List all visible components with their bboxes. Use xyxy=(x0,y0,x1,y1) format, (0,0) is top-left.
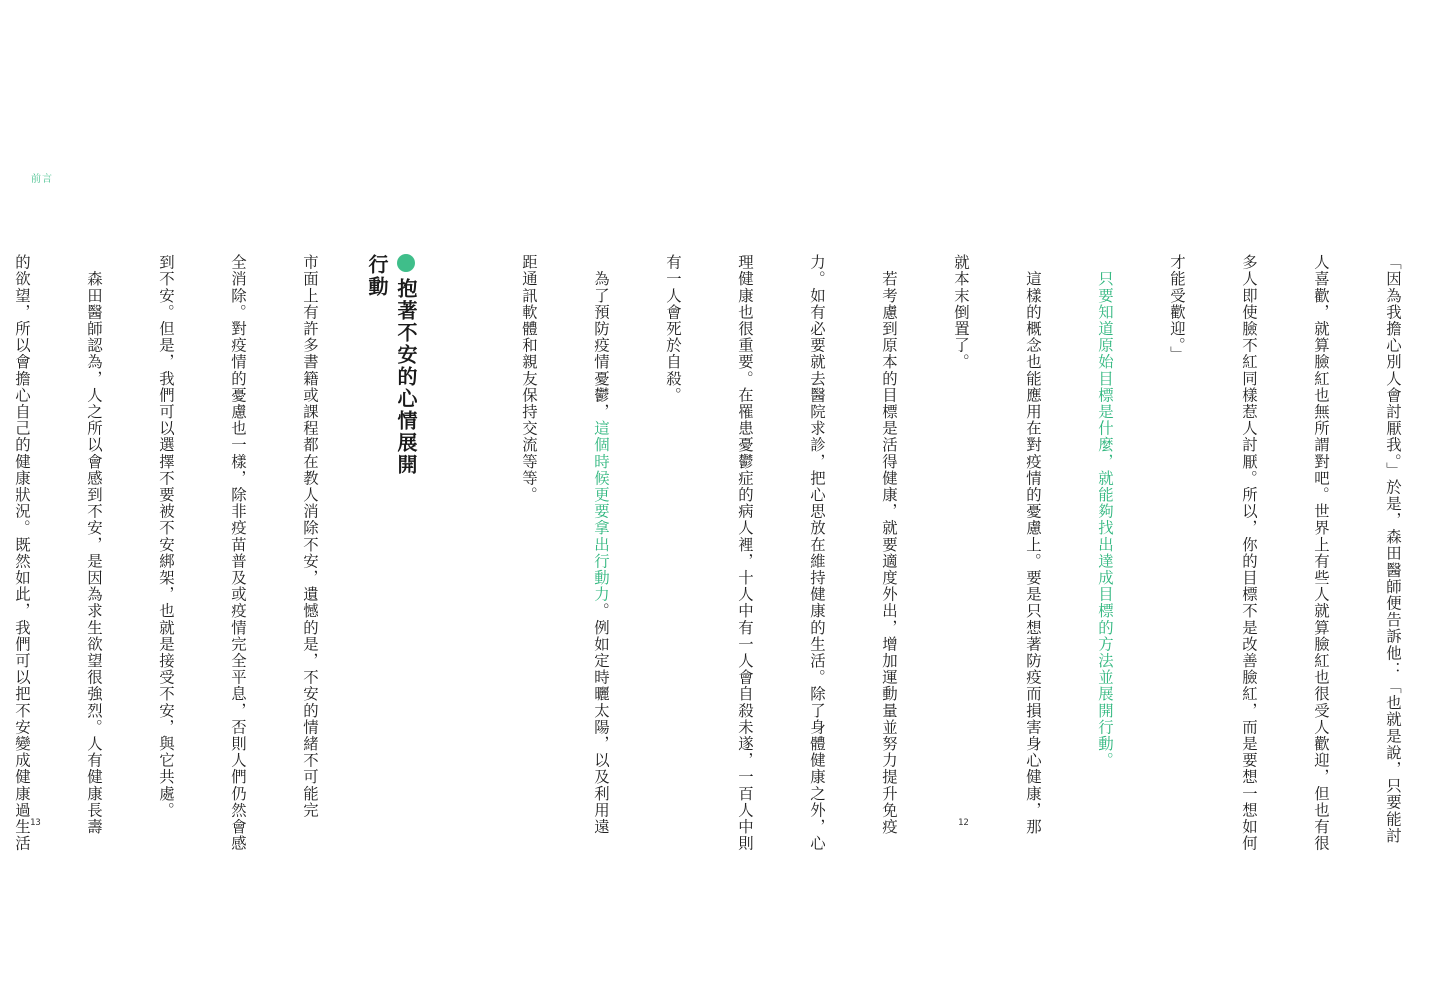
bullet-dot-icon xyxy=(397,254,415,272)
line-start: 為了預防疫情憂鬱， xyxy=(592,254,610,420)
paragraph-line: 的欲望，所以會擔心自己的健康狀況。既然如此，我們可以把不安變成健康過生活 xyxy=(13,254,31,852)
paragraph-line: 力。如有必要就去醫院求診，把心思放在維持健康的生活。除了身體健康之外，心 xyxy=(808,254,826,852)
right-page xyxy=(500,0,1402,1000)
section-label: 前言 xyxy=(31,174,53,185)
paragraph-line: 多人即使臉不紅同樣惹人討厭。所以，你的目標不是改善臉紅，而是要想一想如何 xyxy=(1240,254,1258,852)
line-end: 。例如定時曬太陽，以及利用遠 xyxy=(592,602,610,836)
paragraph-line: 才能受歡迎。」 xyxy=(1168,254,1186,363)
paragraph-line: 森田醫師認為，人之所以會感到不安，是因為求生欲望很強烈。人有健康長壽 xyxy=(85,254,103,835)
left-page xyxy=(0,0,500,1000)
heading-text: 抱著不安的心情展開行動 xyxy=(365,254,418,476)
paragraph-line: 到不安。但是，我們可以選擇不要被不安綁架，也就是接受不安，與它共處。 xyxy=(157,254,175,819)
paragraph-line: 市面上有許多書籍或課程都在教人消除不安，遺憾的是，不安的情緒不可能完 xyxy=(301,254,319,819)
paragraph-line: 「因為我擔心別人會討厭我。」於是，森田醫師便告訴他：「也就是說，只要能討 xyxy=(1384,254,1402,844)
paragraph-line: 人喜歡，就算臉紅也無所謂對吧。世界上有些人就算臉紅也很受人歡迎，但也有很 xyxy=(1312,254,1330,852)
highlighted-phrase: 這個時候更要拿出行動力 xyxy=(592,420,610,603)
page-number-right: 12 xyxy=(958,818,969,828)
section-heading xyxy=(365,254,421,494)
paragraph-line: 理健康也很重要。在罹患憂鬱症的病人裡，十人中有一人會自殺未遂，一百人中則 xyxy=(736,254,754,852)
paragraph-line: 有一人會死於自殺。 xyxy=(664,254,682,404)
paragraph-line: 就本末倒置了。 xyxy=(952,254,970,371)
paragraph-line: 距通訊軟體和親友保持交流等等。 xyxy=(520,254,538,503)
page-number-left: 13 xyxy=(30,818,41,828)
paragraph-line: 這樣的概念也能應用在對疫情的憂慮上。要是只想著防疫而損害身心健康，那 xyxy=(1024,254,1042,835)
paragraph-line: 若考慮到原本的目標是活得健康，就要適度外出，增加運動量並努力提升免疫 xyxy=(880,254,898,835)
paragraph-line-mixed xyxy=(589,254,613,836)
paragraph-line: 全消除。對疫情的憂慮也一樣，除非疫苗普及或疫情完全平息，否則人們仍然會感 xyxy=(229,254,247,852)
highlighted-line: 只要知道原始目標是什麼，就能夠找出達成目標的方法並展開行動。 xyxy=(1096,254,1114,769)
